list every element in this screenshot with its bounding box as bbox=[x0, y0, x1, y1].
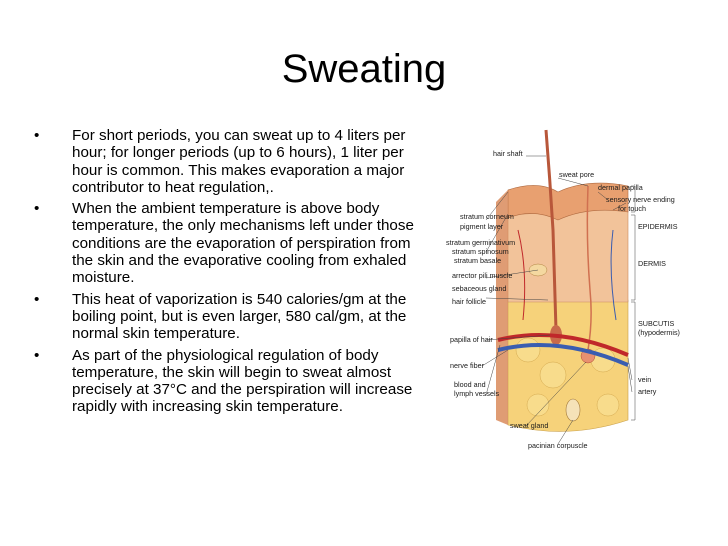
label-hair-follicle: hair follicle bbox=[452, 297, 486, 306]
label-stratum-germinativum: stratum germinativum bbox=[446, 238, 516, 247]
label-arrector-pili: arrector pili muscle bbox=[452, 271, 513, 280]
label-epidermis: EPIDERMIS bbox=[638, 222, 678, 231]
bullet-text: For short periods, you can sweat up to 4 liters per hour; for longer periods (up to 6 hours), 1 liter per hour is common. This makes evaporation a major contributor to heat regulation,. bbox=[72, 127, 406, 196]
bullet-item bbox=[30, 200, 430, 286]
label-stratum-corneum: stratum corneum bbox=[460, 212, 514, 221]
bullet-item bbox=[30, 291, 430, 343]
label-sensory-nerve: sensory nerve ending bbox=[606, 195, 675, 204]
skin-anatomy-diagram bbox=[438, 120, 710, 460]
bullet-item bbox=[30, 347, 430, 416]
label-hypodermis: (hypodermis) bbox=[638, 328, 680, 337]
label-subcutis: SUBCUTIS bbox=[638, 319, 675, 328]
label-sweat-pore: sweat pore bbox=[559, 170, 595, 179]
label-stratum-spinosum: stratum spinosum bbox=[452, 247, 509, 256]
bullet-glyph: • bbox=[34, 127, 40, 144]
bullet-glyph: • bbox=[34, 200, 40, 218]
label-hair-shaft: hair shaft bbox=[493, 149, 523, 158]
bullet-glyph: • bbox=[34, 346, 40, 364]
label-dermal-papilla: dermal papilla bbox=[598, 183, 643, 192]
bullet-glyph: • bbox=[34, 290, 40, 308]
bullet-text: This heat of vaporization is 540 calories/gm at the boiling point, but is even larger, 580 cal/gm, at the normal skin temperature. bbox=[72, 290, 407, 343]
label-sensory-nerve-2: for touch bbox=[618, 204, 646, 213]
label-stratum-basale: stratum basale bbox=[454, 256, 502, 265]
label-vein: vein bbox=[638, 375, 652, 384]
bullet-text: As part of the physiological regulation of body temperature, the skin will begin to sweat almost precisely at 37°C and the perspiration will increase rapidly with increasing skin temperature. bbox=[72, 346, 413, 416]
label-sweat-gland: sweat gland bbox=[510, 421, 549, 430]
label-lymph-vessels: lymph vessels bbox=[454, 389, 500, 398]
slide-title: Sweating bbox=[281, 47, 447, 91]
label-pigment-layer: pigment layer bbox=[460, 222, 504, 231]
label-pacinian-corpuscle: pacinian corpuscle bbox=[528, 441, 588, 450]
label-sebaceous-gland: sebaceous gland bbox=[452, 284, 507, 293]
label-papilla-of-hair: papilla of hair bbox=[450, 335, 493, 344]
label-blood-vessels: blood and bbox=[454, 380, 486, 389]
label-dermis: DERMIS bbox=[638, 259, 666, 268]
layer-brackets bbox=[631, 186, 635, 420]
bullet-item bbox=[30, 127, 430, 196]
label-artery: artery bbox=[638, 387, 657, 396]
label-nerve-fiber: nerve fiber bbox=[450, 361, 484, 370]
bullet-text: When the ambient temperature is above body temperature, the only mechanisms left under those conditions are the evaporation of perspiration from the skin and the evaporative cooling from exhaled moisture. bbox=[72, 200, 414, 287]
bullet-list bbox=[30, 127, 430, 420]
